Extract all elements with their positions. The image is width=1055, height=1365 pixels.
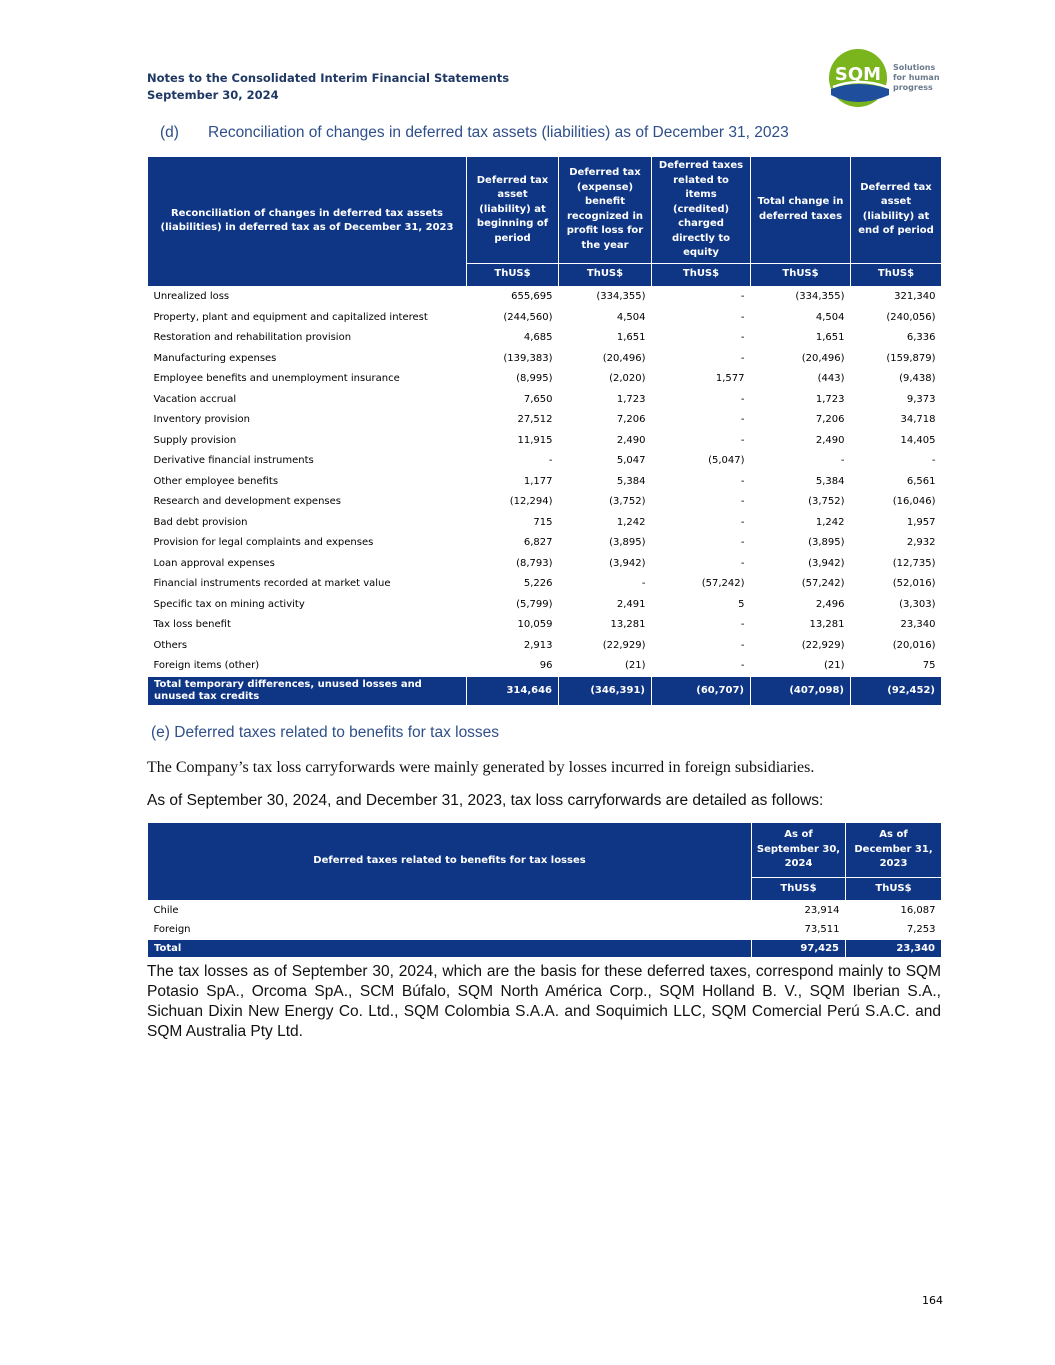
cell-value: -: [740, 537, 745, 549]
cell-value: (443): [817, 373, 845, 385]
total-label: Total: [148, 940, 752, 958]
cell-value: 5,384: [616, 475, 646, 487]
row-label: Financial instruments recorded at market value: [153, 578, 391, 590]
table-row: [148, 328, 942, 349]
cell-value: 2,490: [815, 434, 845, 446]
row-label: Tax loss benefit: [153, 619, 231, 631]
cell-value: 2,496: [815, 598, 845, 610]
table-row: [148, 369, 942, 390]
cell-value: 16,087: [900, 905, 936, 916]
total-value: 314,646: [467, 677, 559, 706]
section-d-heading: [160, 124, 789, 142]
cell-value: 7,650: [523, 393, 553, 405]
cell-value: 73,511: [804, 924, 840, 935]
cell-value: 27,512: [517, 414, 553, 426]
cell-value: (22,929): [602, 639, 646, 651]
section-d-title: Reconciliation of changes in deferred tax assets (liabilities) as of December 31, 2023: [208, 124, 789, 141]
cell-value: (5,799): [516, 598, 553, 610]
cell-value: (22,929): [801, 639, 845, 651]
cell-value: -: [931, 455, 936, 467]
cell-value: 1,651: [815, 332, 845, 344]
cell-value: 34,718: [900, 414, 936, 426]
section-d-label: (d): [160, 124, 179, 141]
col-header-dec-2023: As of December 31, 2023: [846, 823, 942, 878]
cell-value: (52,016): [892, 578, 936, 590]
cell-value: (12,735): [892, 557, 936, 569]
total-row: [148, 677, 942, 706]
cell-value: 4,504: [616, 311, 646, 323]
cell-value: 13,281: [610, 619, 646, 631]
unit-header: ThUS$: [752, 878, 846, 901]
cell-value: -: [740, 352, 745, 364]
cell-value: 1,177: [523, 475, 553, 487]
row-label: Foreign: [153, 924, 191, 935]
cell-value: -: [740, 557, 745, 569]
cell-value: 6,561: [906, 475, 936, 487]
total-value: (346,391): [559, 677, 652, 706]
cell-value: 1,577: [715, 373, 745, 385]
table-row: [148, 451, 942, 472]
cell-value: (3,895): [609, 537, 646, 549]
cell-value: 23,914: [804, 905, 840, 916]
cell-value: 5,384: [815, 475, 845, 487]
deferred-tax-reconciliation-table: [147, 156, 942, 706]
cell-value: 6,827: [523, 537, 553, 549]
row-label: Inventory provision: [153, 414, 250, 426]
row-label: Others: [153, 639, 188, 651]
total-row: [148, 940, 942, 958]
cell-value: 7,206: [815, 414, 845, 426]
cell-value: 1,957: [906, 516, 936, 528]
row-label: Restoration and rehabilitation provision: [153, 332, 352, 344]
cell-value: (2,020): [609, 373, 646, 385]
header-title: Notes to the Consolidated Interim Financial Statements: [147, 71, 510, 85]
row-label: Specific tax on mining activity: [153, 598, 305, 610]
cell-value: 1,723: [815, 393, 845, 405]
cell-value: 1,242: [616, 516, 646, 528]
cell-value: 75: [922, 660, 936, 672]
cell-value: (334,355): [596, 291, 646, 303]
cell-value: 5,226: [523, 578, 553, 590]
cell-value: 2,490: [616, 434, 646, 446]
cell-value: 5,047: [616, 455, 646, 467]
cell-value: 6,336: [906, 332, 936, 344]
cell-value: (57,242): [801, 578, 845, 590]
cell-value: (9,438): [899, 373, 936, 385]
row-label: Research and development expenses: [153, 496, 341, 508]
table-row: [148, 594, 942, 615]
total-value: 23,340: [846, 940, 942, 958]
col-header-beginning: Deferred tax asset (liability) at beginning of period: [467, 157, 559, 264]
cell-value: (12,294): [509, 496, 553, 508]
col-header-recognized: Deferred tax (expense) benefit recognized in profit loss for the year: [559, 157, 652, 264]
table-row: [148, 512, 942, 533]
cell-value: 4,685: [523, 332, 553, 344]
cell-value: -: [740, 639, 745, 651]
col-header-total-change: Total change in deferred taxes: [751, 157, 851, 264]
cell-value: 2,913: [523, 639, 553, 651]
unit-header: ThUS$: [751, 263, 851, 286]
cell-value: 7,206: [616, 414, 646, 426]
table-row: [148, 901, 942, 921]
unit-header: ThUS$: [467, 263, 559, 286]
logo-brand-text: SQM: [834, 64, 882, 85]
paragraph-tax-loss-origin: The Company’s tax loss carryforwards were mainly generated by losses incurred in foreign subsidiaries.: [147, 759, 815, 776]
cell-value: -: [740, 414, 745, 426]
page-number: 164: [922, 1294, 943, 1307]
col-header-end: Deferred tax asset (liability) at end of period: [851, 157, 942, 264]
col-header-description: Reconciliation of changes in deferred tax assets (liabilities) in deferred tax as of December 31, 2023: [148, 157, 467, 287]
paragraph-tax-loss-detail: As of September 30, 2024, and December 31, 2023, tax loss carryforwards are detailed as follows:: [147, 792, 824, 809]
cell-value: -: [740, 393, 745, 405]
table-row: [148, 492, 942, 513]
cell-value: 5: [738, 598, 745, 610]
cell-value: -: [740, 311, 745, 323]
logo-tagline: Solutions for human progress: [893, 63, 940, 92]
cell-value: (244,560): [503, 311, 553, 323]
cell-value: 1,242: [815, 516, 845, 528]
cell-value: (8,995): [516, 373, 553, 385]
cell-value: (21): [624, 660, 646, 672]
row-label: Provision for legal complaints and expenses: [153, 537, 374, 549]
table-row: [148, 389, 942, 410]
cell-value: 1,723: [616, 393, 646, 405]
row-label: Chile: [153, 905, 179, 916]
total-label: Total temporary differences, unused losses and unused tax credits: [148, 677, 467, 706]
unit-header: ThUS$: [851, 263, 942, 286]
table-row: [148, 307, 942, 328]
total-value: (92,452): [851, 677, 942, 706]
cell-value: (3,942): [609, 557, 646, 569]
cell-value: 96: [539, 660, 553, 672]
row-label: Vacation accrual: [153, 393, 237, 405]
total-value: 97,425: [752, 940, 846, 958]
cell-value: -: [740, 291, 745, 303]
paragraph-subsidiaries: The tax losses as of September 30, 2024, which are the basis for these deferred taxes, correspond mainly to SQM Potasio SpA., Orcoma SpA., SCM Búfalo, SQM North América Corp., SQM Holland B. V., SQM Iberian S.A., Sichuan Dixin New Energy Co. Ltd., SQM Colombia S.A.A. and Soquimich LLC, SQM Comercial Perú S.A.C. and SQM Australia Pty Ltd.: [147, 963, 941, 1040]
cell-value: -: [740, 619, 745, 631]
cell-value: -: [740, 434, 745, 446]
cell-value: (20,016): [892, 639, 936, 651]
total-value: (407,098): [751, 677, 851, 706]
col-header-equity: Deferred taxes related to items (credited) charged directly to equity: [652, 157, 751, 264]
table-row: [148, 553, 942, 574]
cell-value: 4,504: [815, 311, 845, 323]
cell-value: 321,340: [894, 291, 936, 303]
cell-value: (240,056): [886, 311, 936, 323]
table-row: [148, 348, 942, 369]
document-header: [147, 70, 509, 104]
cell-value: (3,895): [808, 537, 845, 549]
unit-header: ThUS$: [652, 263, 751, 286]
cell-value: 11,915: [517, 434, 553, 446]
cell-value: 10,059: [517, 619, 553, 631]
cell-value: 1,651: [616, 332, 646, 344]
cell-value: 7,253: [906, 924, 936, 935]
cell-value: (16,046): [892, 496, 936, 508]
cell-value: 715: [533, 516, 553, 528]
cell-value: (3,942): [808, 557, 845, 569]
table-row: [148, 656, 942, 677]
table-row: [148, 635, 942, 656]
cell-value: (3,752): [609, 496, 646, 508]
cell-value: 13,281: [809, 619, 845, 631]
cell-value: (139,383): [503, 352, 553, 364]
cell-value: 23,340: [900, 619, 936, 631]
cell-value: -: [740, 660, 745, 672]
cell-value: (3,303): [899, 598, 936, 610]
table-row: [148, 533, 942, 554]
cell-value: (20,496): [801, 352, 845, 364]
cell-value: 9,373: [906, 393, 936, 405]
unit-header: ThUS$: [559, 263, 652, 286]
table-row: [148, 920, 942, 940]
total-value: (60,707): [652, 677, 751, 706]
cell-value: (57,242): [701, 578, 745, 590]
row-label: Other employee benefits: [153, 475, 279, 487]
cell-value: -: [548, 455, 553, 467]
table-row: [148, 615, 942, 636]
row-label: Supply provision: [153, 434, 237, 446]
cell-value: 655,695: [511, 291, 553, 303]
sqm-logo: [827, 49, 942, 109]
cell-value: 2,491: [616, 598, 646, 610]
row-label: Employee benefits and unemployment insurance: [153, 373, 400, 385]
cell-value: -: [840, 455, 845, 467]
row-label: Unrealized loss: [153, 291, 230, 303]
cell-value: (159,879): [886, 352, 936, 364]
cell-value: (5,047): [708, 455, 745, 467]
table-row: [148, 430, 942, 451]
cell-value: -: [740, 516, 745, 528]
table-row: [148, 410, 942, 431]
sqm-logo-icon: [827, 49, 891, 109]
unit-header: ThUS$: [846, 878, 942, 901]
cell-value: (8,793): [516, 557, 553, 569]
cell-value: 2,932: [906, 537, 936, 549]
row-label: Property, plant and equipment and capitalized interest: [153, 311, 428, 323]
section-e-heading: (e) Deferred taxes related to benefits for tax losses: [151, 724, 500, 741]
cell-value: (21): [823, 660, 845, 672]
cell-value: (20,496): [602, 352, 646, 364]
cell-value: (3,752): [808, 496, 845, 508]
cell-value: -: [641, 578, 646, 590]
row-label: Foreign items (other): [153, 660, 260, 672]
row-label: Manufacturing expenses: [153, 352, 277, 364]
table-row: [148, 471, 942, 492]
table-row: [148, 574, 942, 595]
header-date: September 30, 2024: [147, 88, 279, 102]
row-label: Derivative financial instruments: [153, 455, 314, 467]
cell-value: -: [740, 475, 745, 487]
col-header-sep-2024: As of September 30, 2024: [752, 823, 846, 878]
cell-value: 14,405: [900, 434, 936, 446]
col-header-tax-loss: Deferred taxes related to benefits for tax losses: [148, 823, 752, 901]
cell-value: -: [740, 332, 745, 344]
tax-loss-benefits-table: [147, 822, 942, 958]
cell-value: (334,355): [795, 291, 845, 303]
table-row: [148, 286, 942, 307]
row-label: Bad debt provision: [153, 516, 248, 528]
row-label: Loan approval expenses: [153, 557, 275, 569]
cell-value: -: [740, 496, 745, 508]
